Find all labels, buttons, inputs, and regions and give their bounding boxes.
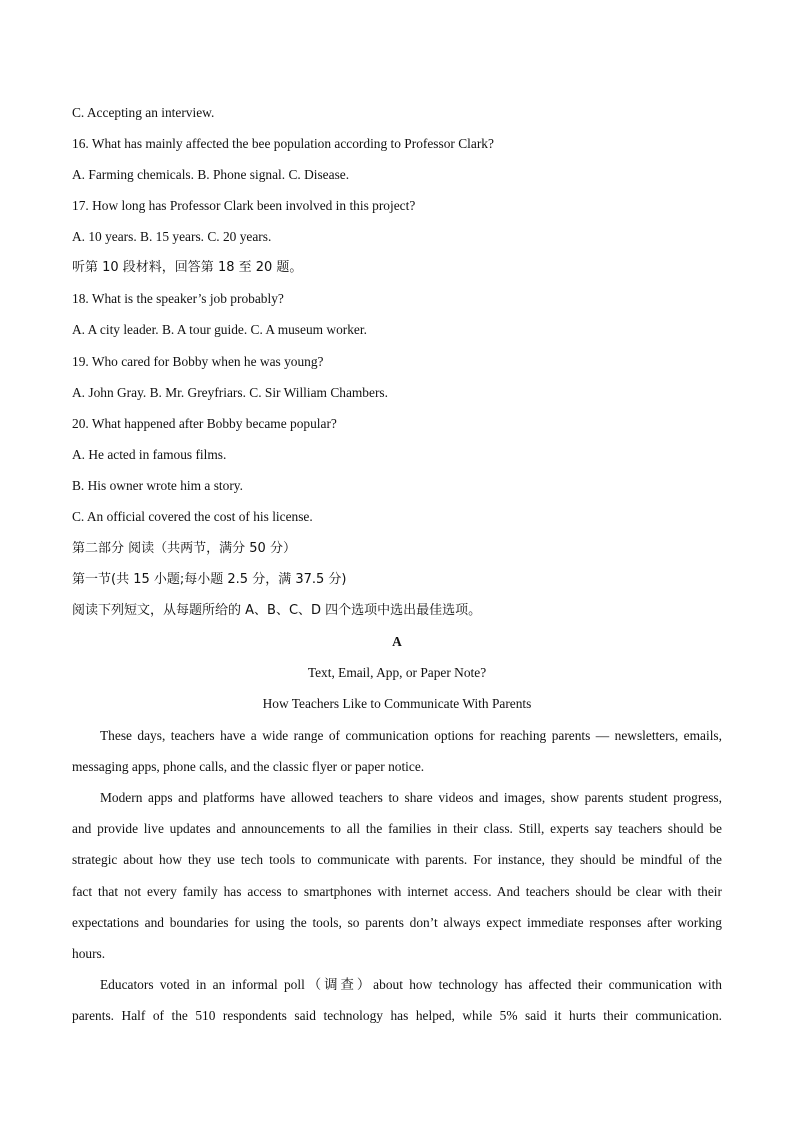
question-19: 19. Who cared for Bobby when he was young? [72, 354, 324, 369]
paragraph-2-line-1: Modern apps and platforms have allowed teachers to share videos and images, show parents student progress, [100, 790, 722, 805]
listening-material-10-instruction: 听第 10 段材料，回答第 18 至 20 题。 [72, 260, 303, 275]
paragraph-2-line-4: fact that not every family has access to smartphones with internet access. And teachers should be clear with their [72, 884, 722, 899]
passage-subtitle: How Teachers Like to Communicate With Parents [262, 696, 532, 711]
passage-title: Text, Email, App, or Paper Note? [307, 665, 487, 680]
option-20c: C. An official covered the cost of his license. [72, 509, 313, 524]
section-one-heading: 第一节(共 15 小题;每小题 2.5 分，满 37.5 分) [72, 572, 347, 587]
paragraph-2-line-6: hours. [72, 946, 106, 961]
option-line-15c: C. Accepting an interview. [72, 105, 215, 120]
question-16: 16. What has mainly affected the bee population according to Professor Clark? [72, 136, 494, 151]
part-two-heading: 第二部分 阅读（共两节，满分 50 分） [72, 541, 296, 556]
question-20: 20. What happened after Bobby became popular? [72, 416, 337, 431]
reading-instruction: 阅读下列短文，从每题所给的 A、B、C、D 四个选项中选出最佳选项。 [72, 603, 482, 618]
paragraph-3-line-2: parents. Half of the 510 respondents said technology has helped, while 5% said it hurts their communication. [72, 1008, 722, 1023]
paragraph-2-line-5: expectations and boundaries for using the tools, so parents don’t always expect immediate responses after working [72, 915, 722, 930]
options-17: A. 10 years. B. 15 years. C. 20 years. [72, 229, 272, 244]
paragraph-2-line-3: strategic about how they use tech tools to communicate with parents. For instance, they should be mindful of the [72, 852, 722, 867]
paragraph-1-line-2: messaging apps, phone calls, and the classic flyer or paper notice. [72, 759, 425, 774]
options-16: A. Farming chemicals. B. Phone signal. C. Disease. [72, 167, 350, 182]
question-17: 17. How long has Professor Clark been involved in this project? [72, 198, 416, 213]
passage-letter: A [392, 634, 402, 649]
paragraph-3-line-1: Educators voted in an informal poll（调查）about how technology has affected their communication with [100, 977, 722, 992]
option-20b: B. His owner wrote him a story. [72, 478, 243, 493]
options-19: A. John Gray. B. Mr. Greyfriars. C. Sir William Chambers. [72, 385, 388, 400]
paragraph-2-line-2: and provide live updates and announcements to all the families in their class. Still, experts say teachers should be [72, 821, 722, 836]
question-18: 18. What is the speaker’s job probably? [72, 291, 284, 306]
paragraph-1-line-1: These days, teachers have a wide range of communication options for reaching parents — newsletters, emails, [100, 728, 722, 743]
options-18: A. A city leader. B. A tour guide. C. A museum worker. [72, 322, 367, 337]
option-20a: A. He acted in famous films. [72, 447, 227, 462]
